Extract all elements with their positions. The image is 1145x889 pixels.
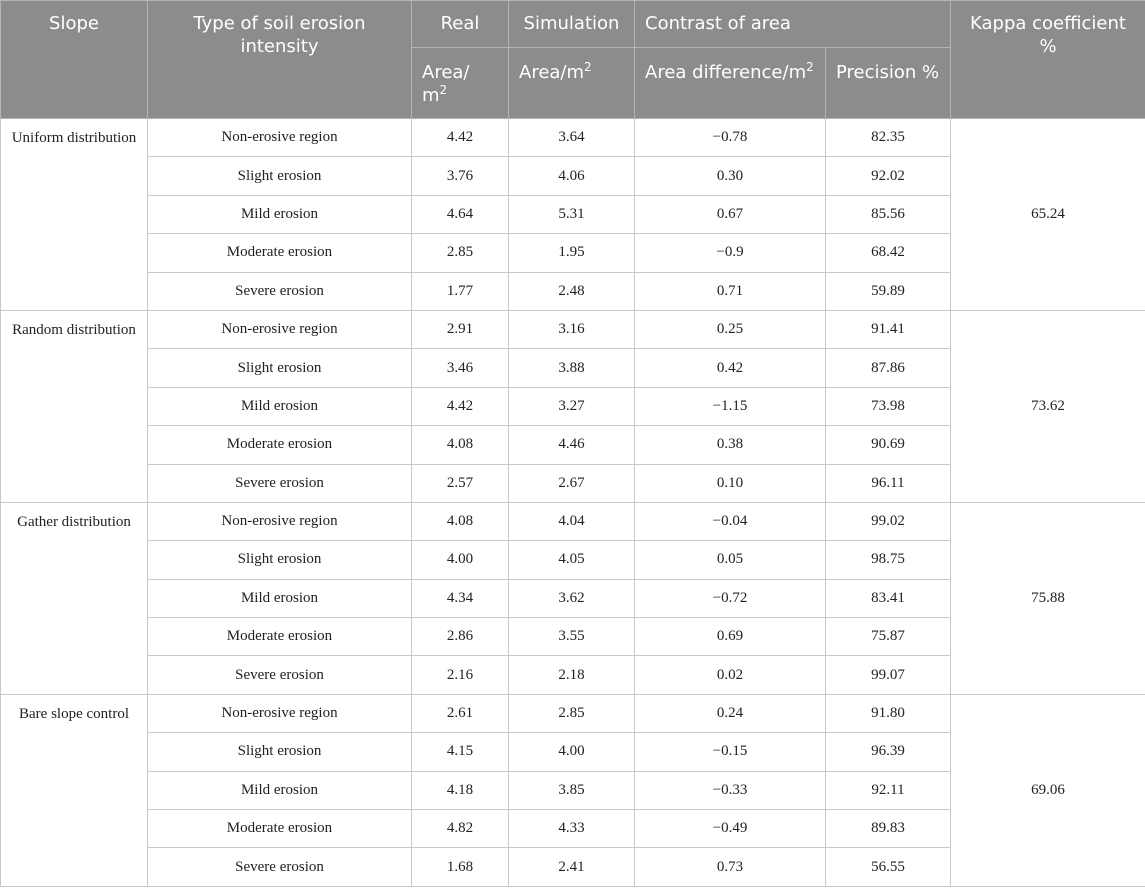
slope-cell: Uniform distribution	[1, 119, 148, 311]
header-sim-area	[509, 48, 635, 119]
real-area-cell: 4.08	[412, 426, 509, 464]
precision-cell: 85.56	[826, 195, 951, 233]
area-difference-cell: 0.42	[635, 349, 826, 387]
precision-cell: 59.89	[826, 272, 951, 310]
sim-area-cell: 1.95	[509, 234, 635, 272]
erosion-type-cell: Slight erosion	[148, 541, 412, 579]
area-difference-cell: −0.78	[635, 119, 826, 157]
sim-area-cell: 3.55	[509, 618, 635, 656]
real-area-cell: 4.42	[412, 119, 509, 157]
real-area-cell: 3.76	[412, 157, 509, 195]
area-difference-cell: −0.72	[635, 579, 826, 617]
erosion-type-cell: Mild erosion	[148, 195, 412, 233]
header-real: Real	[412, 1, 509, 48]
real-area-cell: 4.34	[412, 579, 509, 617]
area-difference-cell: 0.69	[635, 618, 826, 656]
precision-cell: 99.07	[826, 656, 951, 694]
real-area-cell: 4.00	[412, 541, 509, 579]
header-sim-area-exponent: 2	[584, 60, 592, 74]
erosion-type-cell: Moderate erosion	[148, 810, 412, 848]
sim-area-cell: 5.31	[509, 195, 635, 233]
precision-cell: 99.02	[826, 502, 951, 540]
real-area-cell: 1.77	[412, 272, 509, 310]
sim-area-cell: 2.41	[509, 848, 635, 886]
sim-area-cell: 3.64	[509, 119, 635, 157]
real-area-cell: 2.86	[412, 618, 509, 656]
header-real-area-unit: m	[422, 85, 440, 106]
header-precision: Precision %	[826, 48, 951, 119]
area-difference-cell: −0.9	[635, 234, 826, 272]
precision-cell: 82.35	[826, 119, 951, 157]
real-area-cell: 2.61	[412, 694, 509, 732]
area-difference-cell: 0.71	[635, 272, 826, 310]
slope-cell: Bare slope control	[1, 694, 148, 886]
erosion-type-cell: Moderate erosion	[148, 426, 412, 464]
sim-area-cell: 4.04	[509, 502, 635, 540]
sim-area-cell: 3.16	[509, 310, 635, 348]
header-erosion-type: Type of soil erosion intensity	[148, 1, 412, 119]
erosion-type-cell: Slight erosion	[148, 157, 412, 195]
area-difference-cell: 0.05	[635, 541, 826, 579]
precision-cell: 89.83	[826, 810, 951, 848]
area-difference-cell: 0.02	[635, 656, 826, 694]
header-real-area-exponent: 2	[439, 83, 448, 97]
erosion-type-cell: Mild erosion	[148, 579, 412, 617]
erosion-type-cell: Slight erosion	[148, 733, 412, 771]
sim-area-cell: 4.06	[509, 157, 635, 195]
area-difference-cell: −1.15	[635, 387, 826, 425]
real-area-cell: 4.42	[412, 387, 509, 425]
real-area-cell: 4.82	[412, 810, 509, 848]
erosion-type-cell: Mild erosion	[148, 387, 412, 425]
precision-cell: 87.86	[826, 349, 951, 387]
table-body	[1, 119, 1145, 887]
sim-area-cell: 3.88	[509, 349, 635, 387]
precision-cell: 90.69	[826, 426, 951, 464]
real-area-cell: 4.18	[412, 771, 509, 809]
header-real-area-text: Area/	[422, 62, 470, 83]
sim-area-cell: 3.85	[509, 771, 635, 809]
precision-cell: 96.11	[826, 464, 951, 502]
erosion-type-cell: Severe erosion	[148, 656, 412, 694]
area-difference-cell: 0.73	[635, 848, 826, 886]
kappa-cell: 65.24	[951, 119, 1145, 311]
sim-area-cell: 2.85	[509, 694, 635, 732]
header-area-difference-exponent: 2	[806, 60, 814, 74]
real-area-cell: 4.15	[412, 733, 509, 771]
erosion-type-cell: Severe erosion	[148, 272, 412, 310]
precision-cell: 83.41	[826, 579, 951, 617]
area-difference-cell: 0.67	[635, 195, 826, 233]
erosion-type-cell: Severe erosion	[148, 848, 412, 886]
header-sim-area-text: Area/m	[519, 62, 585, 83]
area-difference-cell: −0.15	[635, 733, 826, 771]
table-row	[1, 694, 1145, 732]
table-row	[1, 502, 1145, 540]
area-difference-cell: 0.10	[635, 464, 826, 502]
kappa-cell: 73.62	[951, 310, 1145, 502]
erosion-type-cell: Moderate erosion	[148, 618, 412, 656]
erosion-type-cell: Moderate erosion	[148, 234, 412, 272]
erosion-type-cell: Severe erosion	[148, 464, 412, 502]
precision-cell: 75.87	[826, 618, 951, 656]
sim-area-cell: 3.27	[509, 387, 635, 425]
real-area-cell: 2.85	[412, 234, 509, 272]
header-real-area	[412, 48, 509, 119]
erosion-type-cell: Slight erosion	[148, 349, 412, 387]
header-slope: Slope	[1, 1, 148, 119]
kappa-cell: 75.88	[951, 502, 1145, 694]
erosion-type-cell: Non-erosive region	[148, 694, 412, 732]
real-area-cell: 4.08	[412, 502, 509, 540]
precision-cell: 91.41	[826, 310, 951, 348]
real-area-cell: 1.68	[412, 848, 509, 886]
area-difference-cell: −0.33	[635, 771, 826, 809]
header-kappa: Kappa coefficient %	[951, 1, 1145, 119]
erosion-type-cell: Mild erosion	[148, 771, 412, 809]
table-row	[1, 119, 1145, 157]
table-row	[1, 310, 1145, 348]
header-contrast-of-area: Contrast of area	[635, 1, 951, 48]
sim-area-cell: 4.33	[509, 810, 635, 848]
precision-cell: 96.39	[826, 733, 951, 771]
precision-cell: 68.42	[826, 234, 951, 272]
sim-area-cell: 2.18	[509, 656, 635, 694]
header-area-difference	[635, 48, 826, 119]
sim-area-cell: 3.62	[509, 579, 635, 617]
header-area-difference-text: Area difference/m	[645, 62, 807, 83]
kappa-cell: 69.06	[951, 694, 1145, 886]
precision-cell: 92.11	[826, 771, 951, 809]
erosion-type-cell: Non-erosive region	[148, 119, 412, 157]
real-area-cell: 2.57	[412, 464, 509, 502]
area-difference-cell: 0.25	[635, 310, 826, 348]
precision-cell: 92.02	[826, 157, 951, 195]
area-difference-cell: 0.24	[635, 694, 826, 732]
sim-area-cell: 4.05	[509, 541, 635, 579]
erosion-type-cell: Non-erosive region	[148, 310, 412, 348]
area-difference-cell: −0.04	[635, 502, 826, 540]
precision-cell: 73.98	[826, 387, 951, 425]
real-area-cell: 3.46	[412, 349, 509, 387]
real-area-cell: 4.64	[412, 195, 509, 233]
erosion-type-cell: Non-erosive region	[148, 502, 412, 540]
area-difference-cell: 0.38	[635, 426, 826, 464]
precision-cell: 56.55	[826, 848, 951, 886]
area-difference-cell: 0.30	[635, 157, 826, 195]
sim-area-cell: 4.00	[509, 733, 635, 771]
slope-cell: Gather distribution	[1, 502, 148, 694]
slope-cell: Random distribution	[1, 310, 148, 502]
precision-cell: 91.80	[826, 694, 951, 732]
table-header	[1, 1, 1145, 119]
header-simulation: Simulation	[509, 1, 635, 48]
sim-area-cell: 4.46	[509, 426, 635, 464]
sim-area-cell: 2.48	[509, 272, 635, 310]
precision-cell: 98.75	[826, 541, 951, 579]
real-area-cell: 2.16	[412, 656, 509, 694]
real-area-cell: 2.91	[412, 310, 509, 348]
sim-area-cell: 2.67	[509, 464, 635, 502]
area-difference-cell: −0.49	[635, 810, 826, 848]
